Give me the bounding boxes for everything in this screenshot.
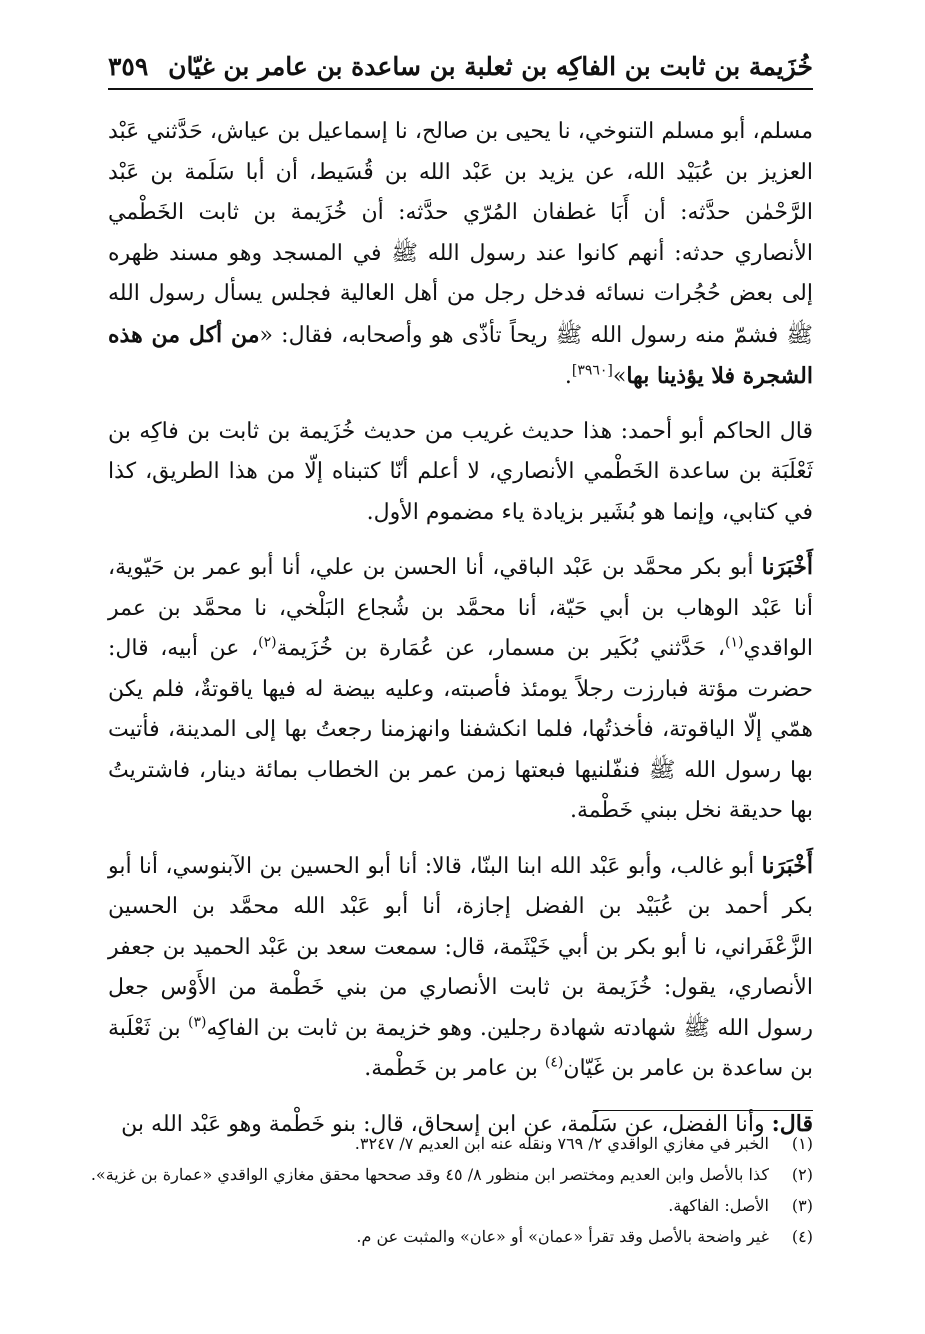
paragraph-3	[108, 547, 813, 832]
main-text	[108, 112, 813, 1145]
footnote-ref-1: (١)	[724, 634, 744, 651]
paragraph-5-text: وأنا الفضل، عن سَلَمة، عن ابن إسحاق، قال: بنو خَطْمة وهو عَبْد الله بن	[121, 1111, 772, 1137]
paragraph-1-end: .	[564, 364, 572, 389]
footnote-text: الأصل: الفاكهة.	[668, 1196, 769, 1215]
page-header	[108, 48, 813, 90]
footnote-number: (٤)	[791, 1227, 813, 1246]
footnote-text: الخبر في مغازي الواقدي ٢/ ٧٦٩ ونقله عنه ابن العديم ٧/ ٣٢٤٧.	[354, 1134, 769, 1153]
hadith-number: [٣٩٦٠]	[571, 362, 613, 379]
footnote-ref-4: (٤)	[544, 1054, 564, 1071]
paragraph-4-text-3: بن عامر بن خَطْمة.	[364, 1056, 545, 1081]
footnote	[90, 1159, 813, 1190]
footnote-separator	[593, 1110, 813, 1111]
footnotes	[90, 1128, 813, 1252]
footnote	[108, 1190, 813, 1221]
page-number: ٣٥٩	[108, 52, 149, 81]
footnote-number: (٢)	[791, 1165, 813, 1184]
hadith-quote: من أكل من هذه الشجرة فلا يؤذينا بها	[108, 321, 813, 389]
paragraph-1	[108, 112, 813, 398]
footnote-ref-2: (٢)	[258, 634, 277, 651]
paragraph-2	[108, 412, 813, 534]
paragraph-3-lead: أَخْبَرَنا	[761, 554, 813, 580]
paragraph-1-text: مسلم، أبو مسلم التنوخي، نا يحيى بن صالح، نا إسماعيل بن عياش، حَدَّثني عَبْد العزيز بن عُبَيْد الله، عن يزيد بن عَبْد الله بن قُسَيط، أن أبا سَلَمة بن عَبْد الرَّحْمٰن حدَّثه: أن أَبَا غطفان المُرّي حدَّثه: أن خُزَيمة بن ثابت الخَطْمي الأنصاري حدثه: أنهم كانوا عند رسول الله ﷺ في المسجد وهو مسند ظهره إلى بعض حُجُرات نسائه فدخل رجل من أهل العالية فجلس يسأل رسول الله ﷺ فشمّ منه رسول الله ﷺ ريحاً تأذّى هو وأصحابه، فقال: «	[108, 119, 813, 348]
footnote-text: غير واضحة بالأصل وقد تقرأ «عمان» أو «عان» والمثبت عن م.	[356, 1227, 769, 1246]
footnote-text: كذا بالأصل وابن العديم ومختصر ابن منظور ٨/ ٤٥ وقد صححها محقق مغازي الواقدي «عمارة بن غزية».	[90, 1165, 769, 1184]
running-title: خُزَيمة بن ثابت بن الفاكِه بن ثعلبة بن ساعدة بن عامر بن غيّان	[168, 52, 813, 81]
footnote-number: (٣)	[791, 1196, 813, 1215]
footnote-ref-3: (٣)	[188, 1014, 207, 1031]
footnote	[108, 1128, 813, 1159]
paragraph-3-text-3: ، عن أبيه، قال: حضرت مؤتة فبارزت رجلاً يومئذ فأصبته، وعليه بيضة له فيها ياقوتةٌ، فلم يكن همّي إلّا الياقوتة، فأخذتُها، فلما انكشفنا وانهزمنا رجعتُ بها إلى المدينة، فأتيت بها رسول الله ﷺ فنفّلنيها فبعتها زمن عمر بن الخطاب بمائة دينار، فاشتريتُ بها حديقة نخل ببني خَطْمة.	[108, 636, 813, 823]
footnote	[108, 1221, 813, 1252]
paragraph-4-text: أبو غالب، وأبو عَبْد الله ابنا البنّا، قالا: أنا أبو الحسين بن الآبنوسي، أنا أبو بكر أحمد بن عُبَيْد بن الفضل إجازة، أنا أبو عَبْد الله محمَّد بن الحسين الزَّعْفَراني، نا أبو بكر بن أبي خَيْثَمة، قال: سمعت سعد بن عَبْد الحميد بن جعفر الأنصاري، يقول: خُزَيمة بن ثابت الأنصاري من بني خَطْمة من الأَوْس جعل رسول الله ﷺ شهادته شهادة رجلين. وهو خزيمة بن ثابت بن الفاكِه	[108, 853, 813, 1041]
paragraph-3-text: أبو بكر محمَّد بن عَبْد الباقي، أنا الحسن بن علي، أنا أبو عمر بن حَيّوية، أنا عَبْد الوهاب بن أبي حَيّة، أنا محمَّد بن شُجاع البَلْخي، نا محمَّد بن عمر الواقدي	[108, 555, 814, 661]
footnote-number: (١)	[791, 1134, 813, 1153]
paragraph-4	[108, 846, 813, 1090]
paragraph-4-text-2: بن ثَعْلَبة بن ساعدة بن عامر بن غَيّان	[108, 1015, 813, 1081]
paragraph-2-text: قال الحاكم أبو أحمد: هذا حديث غريب من حديث خُزَيمة بن ثابت بن فاكِه بن ثَعْلَبَة بن ساعدة الخَطْمي الأنصاري، لا أعلم أنّا كتبناه إلّا من هذا الطريق، كذا في كتابي، وإنما هو بُشَير بزيادة ياء مضموم الأول.	[108, 418, 813, 525]
paragraph-4-lead: أَخْبَرَنا	[761, 852, 813, 879]
paragraph-5-lead: قال:	[771, 1110, 813, 1137]
quote-close: »	[612, 364, 627, 389]
paragraph-3-text-2: ، حَدَّثني بُكَير بن مسمار، عن عُمَارة بن خُزَيمة	[276, 636, 725, 661]
